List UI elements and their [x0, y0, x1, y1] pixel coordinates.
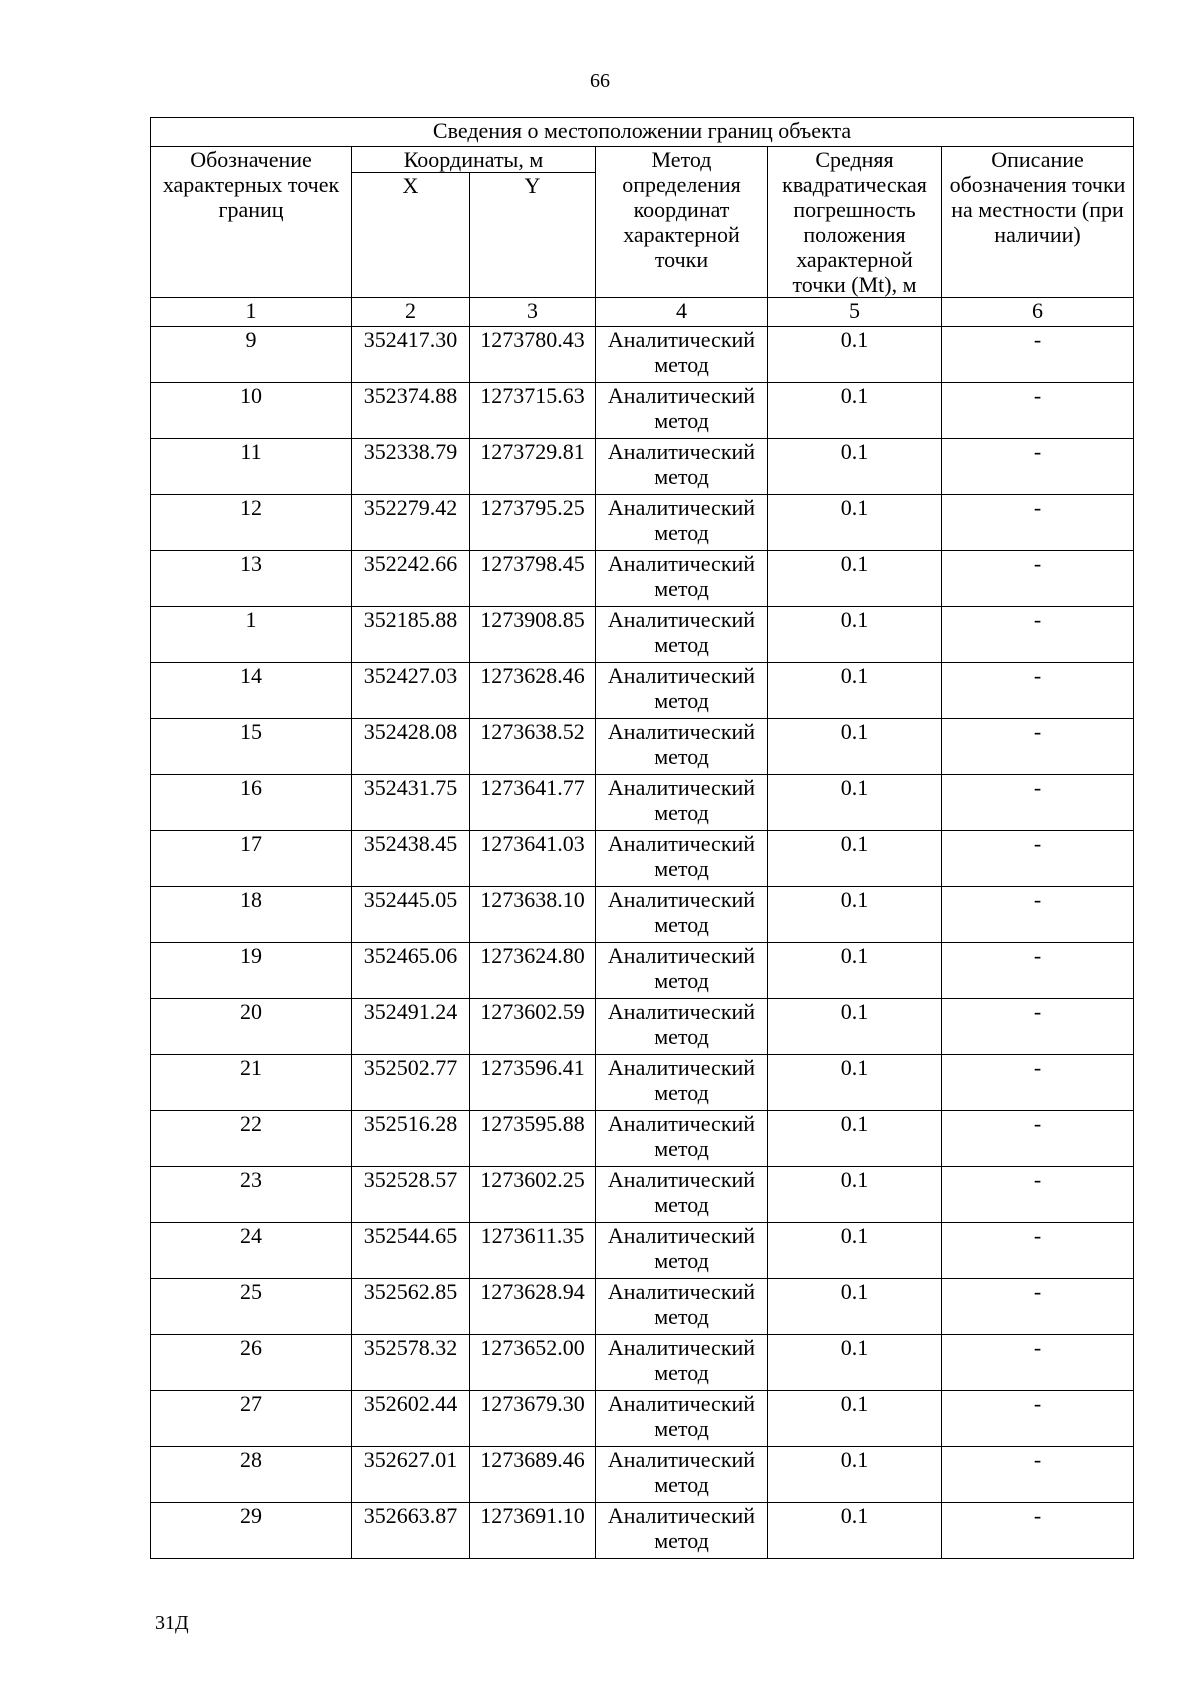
cell-x: 352338.79 — [352, 439, 470, 495]
cell-error: 0.1 — [768, 1223, 942, 1279]
cell-x: 352185.88 — [352, 607, 470, 663]
cell-description: - — [942, 439, 1134, 495]
cell-method: Аналитический метод — [596, 551, 768, 607]
cell-error: 0.1 — [768, 495, 942, 551]
cell-point: 11 — [151, 439, 352, 495]
cell-description: - — [942, 1391, 1134, 1447]
cell-description: - — [942, 1223, 1134, 1279]
cell-point: 15 — [151, 719, 352, 775]
cell-y: 1273611.35 — [470, 1223, 596, 1279]
cell-method: Аналитический метод — [596, 1223, 768, 1279]
cell-description: - — [942, 719, 1134, 775]
cell-y: 1273628.94 — [470, 1279, 596, 1335]
cell-description: - — [942, 383, 1134, 439]
table-row — [151, 439, 1134, 495]
cell-method: Аналитический метод — [596, 327, 768, 383]
cell-error: 0.1 — [768, 1167, 942, 1223]
cell-description: - — [942, 831, 1134, 887]
cell-error: 0.1 — [768, 943, 942, 999]
column-number: 6 — [942, 298, 1134, 327]
table-row — [151, 663, 1134, 719]
table-row — [151, 607, 1134, 663]
cell-point: 22 — [151, 1111, 352, 1167]
cell-x: 352417.30 — [352, 327, 470, 383]
cell-x: 352428.08 — [352, 719, 470, 775]
cell-point: 20 — [151, 999, 352, 1055]
cell-x: 352578.32 — [352, 1335, 470, 1391]
cell-y: 1273638.52 — [470, 719, 596, 775]
cell-point: 27 — [151, 1391, 352, 1447]
cell-error: 0.1 — [768, 1503, 942, 1559]
cell-method: Аналитический метод — [596, 887, 768, 943]
cell-description: - — [942, 663, 1134, 719]
cell-description: - — [942, 775, 1134, 831]
cell-y: 1273641.77 — [470, 775, 596, 831]
header-y: Y — [470, 173, 596, 298]
cell-method: Аналитический метод — [596, 1335, 768, 1391]
table-row — [151, 1279, 1134, 1335]
cell-error: 0.1 — [768, 551, 942, 607]
cell-x: 352431.75 — [352, 775, 470, 831]
cell-error: 0.1 — [768, 1111, 942, 1167]
cell-error: 0.1 — [768, 1335, 942, 1391]
cell-description: - — [942, 1335, 1134, 1391]
cell-method: Аналитический метод — [596, 775, 768, 831]
cell-error: 0.1 — [768, 775, 942, 831]
cell-y: 1273652.00 — [470, 1335, 596, 1391]
cell-error: 0.1 — [768, 383, 942, 439]
table-row — [151, 1503, 1134, 1559]
table-row — [151, 551, 1134, 607]
cell-point: 17 — [151, 831, 352, 887]
table-row — [151, 1447, 1134, 1503]
table-row — [151, 383, 1134, 439]
table-row — [151, 831, 1134, 887]
cell-y: 1273691.10 — [470, 1503, 596, 1559]
cell-method: Аналитический метод — [596, 1503, 768, 1559]
cell-y: 1273679.30 — [470, 1391, 596, 1447]
cell-error: 0.1 — [768, 607, 942, 663]
cell-point: 16 — [151, 775, 352, 831]
cell-point: 12 — [151, 495, 352, 551]
cell-point: 24 — [151, 1223, 352, 1279]
cell-y: 1273628.46 — [470, 663, 596, 719]
cell-point: 28 — [151, 1447, 352, 1503]
cell-x: 352516.28 — [352, 1111, 470, 1167]
cell-y: 1273596.41 — [470, 1055, 596, 1111]
table-row — [151, 775, 1134, 831]
cell-point: 10 — [151, 383, 352, 439]
header-coordinates: Координаты, м — [352, 147, 596, 173]
table-row — [151, 1335, 1134, 1391]
cell-description: - — [942, 1279, 1134, 1335]
cell-x: 352663.87 — [352, 1503, 470, 1559]
table-row — [151, 1055, 1134, 1111]
cell-error: 0.1 — [768, 1391, 942, 1447]
cell-x: 352491.24 — [352, 999, 470, 1055]
cell-point: 18 — [151, 887, 352, 943]
cell-method: Аналитический метод — [596, 1279, 768, 1335]
header-x: X — [352, 173, 470, 298]
cell-x: 352427.03 — [352, 663, 470, 719]
cell-x: 352544.65 — [352, 1223, 470, 1279]
table-row — [151, 999, 1134, 1055]
table-row — [151, 495, 1134, 551]
cell-x: 352502.77 — [352, 1055, 470, 1111]
table-row — [151, 327, 1134, 383]
cell-point: 25 — [151, 1279, 352, 1335]
cell-error: 0.1 — [768, 831, 942, 887]
cell-method: Аналитический метод — [596, 831, 768, 887]
cell-description: - — [942, 1503, 1134, 1559]
header-error: Средняя квадратическая погрешность положения характерной точки (Mt), м — [768, 147, 942, 298]
cell-error: 0.1 — [768, 999, 942, 1055]
table-row — [151, 1391, 1134, 1447]
cell-method: Аналитический метод — [596, 1111, 768, 1167]
cell-description: - — [942, 1167, 1134, 1223]
cell-y: 1273595.88 — [470, 1111, 596, 1167]
cell-y: 1273795.25 — [470, 495, 596, 551]
table-row — [151, 887, 1134, 943]
cell-y: 1273602.25 — [470, 1167, 596, 1223]
cell-y: 1273638.10 — [470, 887, 596, 943]
cell-description: - — [942, 1055, 1134, 1111]
cell-method: Аналитический метод — [596, 1055, 768, 1111]
cell-x: 352465.06 — [352, 943, 470, 999]
page-number: 66 — [590, 70, 610, 92]
table-title: Сведения о местоположении границ объекта — [151, 118, 1134, 147]
cell-method: Аналитический метод — [596, 495, 768, 551]
footer-code: 31Д — [155, 1612, 189, 1634]
cell-point: 23 — [151, 1167, 352, 1223]
table-row — [151, 719, 1134, 775]
cell-method: Аналитический метод — [596, 383, 768, 439]
column-number: 3 — [470, 298, 596, 327]
cell-error: 0.1 — [768, 1055, 942, 1111]
cell-method: Аналитический метод — [596, 1167, 768, 1223]
cell-y: 1273798.45 — [470, 551, 596, 607]
boundary-coordinates-table — [150, 117, 1134, 1559]
cell-x: 352562.85 — [352, 1279, 470, 1335]
cell-method: Аналитический метод — [596, 439, 768, 495]
cell-x: 352242.66 — [352, 551, 470, 607]
cell-method: Аналитический метод — [596, 943, 768, 999]
cell-x: 352602.44 — [352, 1391, 470, 1447]
cell-description: - — [942, 327, 1134, 383]
header-description: Описание обозначения точки на местности (при наличии) — [942, 147, 1134, 298]
table-row — [151, 1223, 1134, 1279]
cell-description: - — [942, 999, 1134, 1055]
cell-method: Аналитический метод — [596, 607, 768, 663]
cell-x: 352438.45 — [352, 831, 470, 887]
table-row — [151, 1111, 1134, 1167]
cell-x: 352279.42 — [352, 495, 470, 551]
cell-y: 1273780.43 — [470, 327, 596, 383]
cell-error: 0.1 — [768, 887, 942, 943]
cell-x: 352627.01 — [352, 1447, 470, 1503]
cell-y: 1273624.80 — [470, 943, 596, 999]
cell-error: 0.1 — [768, 1279, 942, 1335]
cell-description: - — [942, 551, 1134, 607]
cell-y: 1273641.03 — [470, 831, 596, 887]
cell-point: 14 — [151, 663, 352, 719]
cell-error: 0.1 — [768, 663, 942, 719]
cell-x: 352528.57 — [352, 1167, 470, 1223]
cell-point: 19 — [151, 943, 352, 999]
cell-description: - — [942, 887, 1134, 943]
cell-y: 1273689.46 — [470, 1447, 596, 1503]
cell-description: - — [942, 1447, 1134, 1503]
cell-error: 0.1 — [768, 327, 942, 383]
cell-method: Аналитический метод — [596, 1391, 768, 1447]
cell-point: 26 — [151, 1335, 352, 1391]
column-number: 1 — [151, 298, 352, 327]
cell-error: 0.1 — [768, 1447, 942, 1503]
cell-x: 352445.05 — [352, 887, 470, 943]
column-number: 5 — [768, 298, 942, 327]
cell-description: - — [942, 1111, 1134, 1167]
table-row — [151, 943, 1134, 999]
column-number: 2 — [352, 298, 470, 327]
cell-method: Аналитический метод — [596, 719, 768, 775]
cell-point: 29 — [151, 1503, 352, 1559]
table-row — [151, 1167, 1134, 1223]
cell-point: 13 — [151, 551, 352, 607]
cell-point: 1 — [151, 607, 352, 663]
cell-point: 9 — [151, 327, 352, 383]
cell-method: Аналитический метод — [596, 1447, 768, 1503]
cell-method: Аналитический метод — [596, 999, 768, 1055]
cell-y: 1273729.81 — [470, 439, 596, 495]
cell-description: - — [942, 607, 1134, 663]
cell-y: 1273908.85 — [470, 607, 596, 663]
cell-error: 0.1 — [768, 719, 942, 775]
cell-y: 1273715.63 — [470, 383, 596, 439]
column-number-row — [151, 298, 1134, 327]
cell-method: Аналитический метод — [596, 663, 768, 719]
cell-x: 352374.88 — [352, 383, 470, 439]
header-point: Обозначение характерных точек границ — [151, 147, 352, 298]
cell-description: - — [942, 943, 1134, 999]
header-method: Метод определения координат характерной точки — [596, 147, 768, 298]
cell-y: 1273602.59 — [470, 999, 596, 1055]
cell-description: - — [942, 495, 1134, 551]
cell-point: 21 — [151, 1055, 352, 1111]
column-number: 4 — [596, 298, 768, 327]
cell-error: 0.1 — [768, 439, 942, 495]
